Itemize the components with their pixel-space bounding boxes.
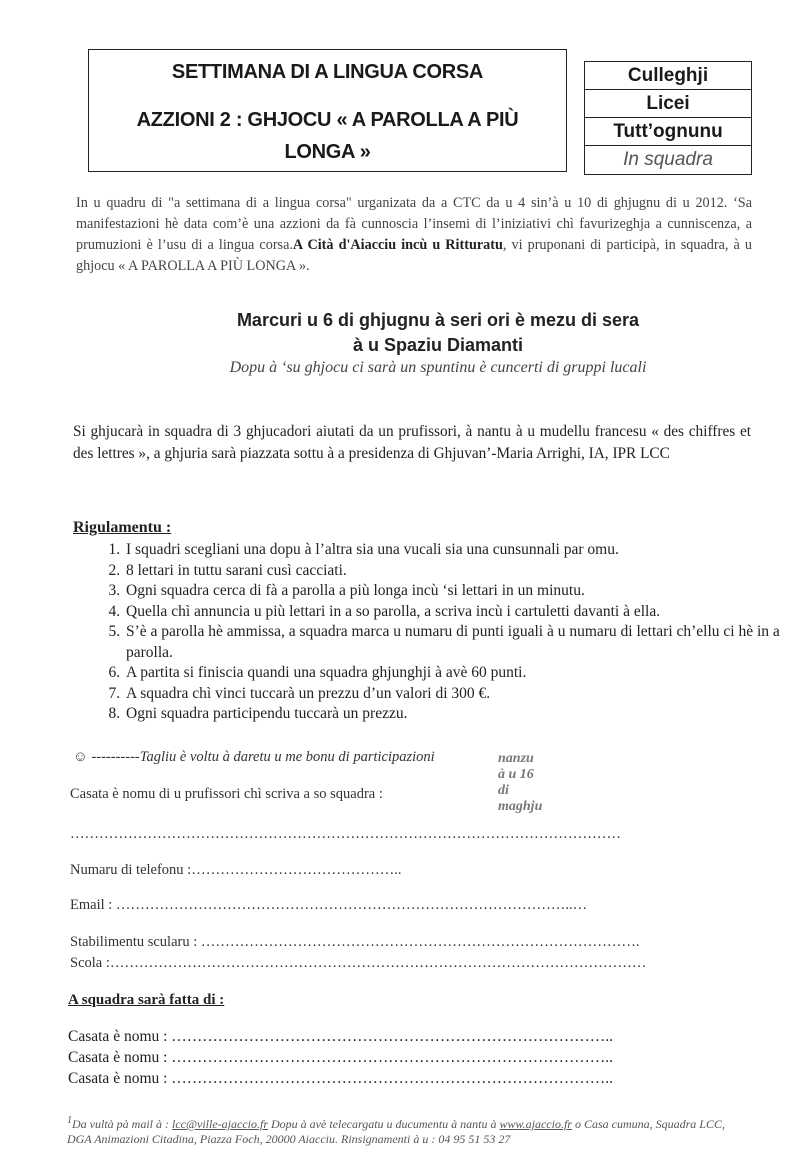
school-field[interactable]: Stabilimentu scularu : ………………………………………………………………………………. bbox=[70, 934, 640, 950]
audience-item: In squadra bbox=[623, 149, 713, 170]
title-box bbox=[88, 49, 567, 172]
rule-item: 1. I squadri scegliani una dopu à l’altra sia una vucali sia una cunsunnali par omu. bbox=[124, 540, 800, 561]
rule-item: 7. A squadra chì vinci tuccarà un prezzu d’un valori di 300 €. bbox=[124, 684, 800, 705]
teacher-name-field[interactable]: …………………………………………………………………………………………………… bbox=[70, 826, 621, 842]
intro-tail: , vi pruponani di participà, in squadra, à u ghjocu « A PAROLLA A PIÙ LONGA ». bbox=[76, 237, 753, 274]
email-field[interactable]: Email : …………………………………………………………………………………..… bbox=[70, 897, 588, 913]
audience-box bbox=[584, 61, 752, 175]
rule-item: 3. Ogni squadra cerca di fà a parolla a più longa incù ‘si lettari in un minutu. bbox=[124, 581, 800, 602]
cut-line-text: ----------Tagliu è voltu à daretu u me bonu di participazioni bbox=[87, 749, 435, 765]
deadline: nanzu à u 16 di maghju bbox=[498, 751, 543, 814]
rules-title: Rigulamentu : bbox=[73, 519, 172, 536]
smiley-icon: ☺ bbox=[73, 749, 88, 765]
email-link[interactable]: lcc@ville-ajaccio.fr bbox=[172, 1117, 268, 1131]
team-member-field[interactable]: Casata è nomu : ………………………………………………………………………….. bbox=[68, 1028, 614, 1045]
page-title: SETTIMANA DI A LINGUA CORSA bbox=[171, 61, 484, 83]
team-title: A squadra sarà fatta di : bbox=[68, 992, 225, 1008]
rules-list bbox=[73, 540, 800, 725]
rule-item: 2. 8 lettari in tuttu sarani cusì cacciati. bbox=[124, 561, 800, 582]
rule-item: 6. A partita si finiscia quandi una squadra ghjunghji à avè 60 punti. bbox=[124, 663, 800, 684]
phone-field[interactable]: Numaru di telefonu :…………………………………….. bbox=[70, 862, 402, 878]
event-date: Marcuri u 6 di ghjugnu à seri ori è mezu di sera bbox=[236, 310, 640, 330]
intro-paragraph bbox=[76, 193, 752, 277]
event-venue: à u Spaziu Diamanti bbox=[352, 335, 524, 355]
rule-item: 5. S’è a parolla hè ammissa, a squadra marca u numaru di punti iguali à u numaru di lettari ch’ellu ci hè in a parolla. bbox=[124, 622, 800, 663]
footnote-mark: 1 bbox=[67, 1115, 72, 1126]
game-description: Si ghjucarà in squadra di 3 ghjucadori aiutati da un prufissori, à nantu à u mudellu francesu « des chiffres et des lettres », a ghjuria sarà piazzata sottu à a presidenza di Ghjuvan’-Maria Arrighi, IA, IPR LCC bbox=[73, 423, 751, 462]
audience-item: Licei bbox=[585, 90, 751, 118]
footer-post: o Casa cumuna, Squadra LCC, DGA Animazioni Citadina, Piazza Foch, 20000 Aiacciu. Rinsignamenti à u : 04 95 51 53 27 bbox=[67, 1117, 725, 1146]
website-link[interactable]: www.ajaccio.fr bbox=[499, 1117, 572, 1131]
event-subtitle: Dopu à ‘su ghjocu ci sarà un spuntinu è cuncerti di gruppi lucali bbox=[229, 359, 647, 376]
team-member-field[interactable]: Casata è nomu : ………………………………………………………………………….. bbox=[68, 1049, 614, 1066]
teacher-label: Casata è nomu di u prufissori chì scriva a so squadra : bbox=[70, 786, 383, 802]
rule-item: 4. Quella chì annuncia u più lettari in a so parolla, a scriva incù i cartuletti davanti à ella. bbox=[124, 602, 800, 623]
footer-note bbox=[67, 1113, 747, 1147]
rule-item: 8. Ogni squadra participendu tuccarà un prezzu. bbox=[124, 704, 800, 725]
intro-bold: A Cità d'Aiacciu incù u Ritturatu bbox=[292, 237, 503, 253]
class-field[interactable]: Scola :………………………………………………………………………………………………… bbox=[70, 955, 647, 971]
footer-mid: Dopu à avè telecargatu u ducumentu à nantu à bbox=[268, 1117, 500, 1131]
audience-item: Tutt’ognunu bbox=[585, 118, 751, 146]
intro-text: In u quadru di "a settimana di a lingua corsa" urganizata da a CTC da u 4 sin’à u 10 di ghjugnu di u 2012. ‘Sa manifestazioni hè data com’è una azzioni da fà cunnoscia l’insemi di l’iniziativi chì favurizeghja a cunniscenza, a prumuzioni è l’usu di a lingua corsa. bbox=[76, 195, 752, 253]
action-title: AZZIONI 2 : GHJOCU « A PAROLLA A PIÙ LONGA » bbox=[136, 109, 519, 163]
team-member-field[interactable]: Casata è nomu : ………………………………………………………………………….. bbox=[68, 1070, 614, 1087]
footer-pre: Da vultà pà mail à : bbox=[72, 1117, 172, 1131]
audience-item: Culleghji bbox=[585, 62, 751, 90]
